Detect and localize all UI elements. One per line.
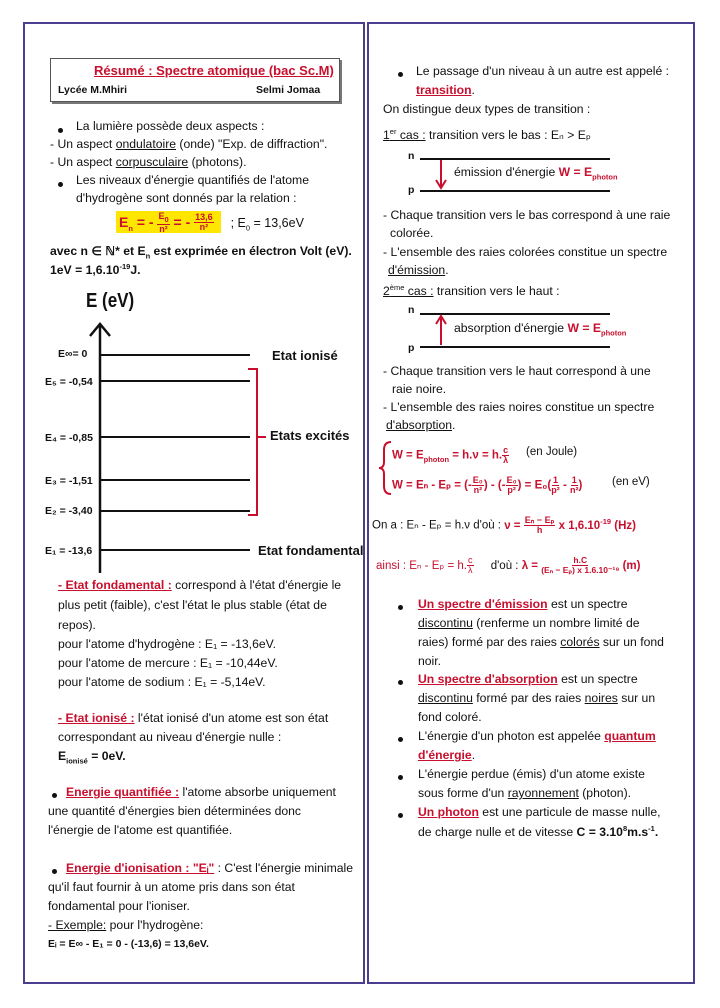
up-note-4: d'absorption. [386,418,456,432]
level-label-5: E₅ = -0,54 [45,376,93,388]
bullet [58,128,63,133]
example-line: - Exemple: pour l'hydrogène: [48,918,204,932]
level-n-line-2 [420,313,610,315]
bullet [398,72,403,77]
ionized-def-2: correspondant au niveau d'énergie nulle : [58,730,282,744]
emission-spectrum-def-2: discontinu (renferme un nombre limité de [418,616,640,630]
level-p-line-2 [420,346,610,348]
levels-line-2: d'hydrogène sont donnés par la relation : [76,191,297,205]
w-ev-unit: (en eV) [612,476,650,488]
level-n-label: n [408,150,415,162]
absorption-spectrum-def: Un spectre d'absorption est un spectre [418,672,638,686]
case1-title: 1er cas : transition vers le bas : Eₙ > Eₚ [383,127,592,143]
excited-bracket-tick [258,436,266,438]
down-note-4: d'émission. [388,263,449,277]
excited-bracket [248,368,258,516]
quantum-def: L'énergie d'un photon est appelée quantum [418,729,656,743]
quantized-def-3: l'énergie de l'atome est quantifiée. [48,823,233,837]
transition-word: transition. [416,83,475,97]
mercury-ground: pour l'atome de mercure : E₁ = -10,44eV. [58,656,278,670]
frequency-formula: On a : Eₙ - Eₚ = h.ν d'où : ν = $\frac{\text{Eₙ − Eₚ}}{h}$ x $1,6.10^{-19}$ (Hz) [372,515,636,535]
transition-intro: Le passage d'un niveau à un autre est appelé : [416,64,670,78]
bullet [398,680,403,685]
level-line-inf [100,354,250,356]
axis-label: E (eV) [86,290,135,312]
level-label-4: E₄ = -0,85 [45,432,93,444]
up-note-3: - L'ensemble des raies noires constitue un spectre [383,400,655,414]
w-joule-unit: (en Joule) [526,446,578,458]
bullet [52,793,57,798]
avec-line: avec n ∈ ℕ* et $E_n$ est exprimée en électron Volt (eV). [50,244,352,261]
emission-spectrum-def: Un spectre d'émission est un spectre [418,597,628,611]
emission-spectrum-def-4: noir. [418,654,442,668]
absorption-spectrum-def-3: fond coloré. [418,710,482,724]
ground-state-def-3: repos). [58,618,96,632]
absorption-arrow [434,314,448,346]
ionization-def-3: fondamental pour l'ioniser. [48,899,190,913]
down-note-2: colorée. [390,226,434,240]
wavelength-formula: ainsi : Eₙ - Eₚ = h. $\frac{c}{\lambda}$ d'où : λ = $\frac{h.C}{\text{(Eₙ − Eₚ) x 1.6.10⁻¹⁹}}$ (m) [376,555,641,575]
ground-state-def: - Etat fondamental : correspond à l'état d'énergie le [58,578,342,592]
level-label-2: E₂ = -3,40 [45,505,93,517]
state-ionized: Etat ionisé [272,348,338,363]
level-label-inf: E∞= 0 [58,348,88,360]
level-p-label-2: p [408,342,415,354]
case2-title: 2ème cas : transition vers le haut : [383,283,560,299]
level-n-line [420,158,610,160]
quantized-def: Energie quantifiée : l'atome absorbe uniquement [66,785,336,799]
bullet [52,869,57,874]
level-line-1 [100,549,250,551]
ionization-def-2: qu'il faut fournir à un atome pris dans son état [48,880,295,894]
emission-spectrum-def-3: raies) formé par des raies colorés sur un fond [418,635,664,649]
author-name: Selmi Jomaa [256,84,321,96]
level-label-3: E₃ = -1,51 [45,475,93,487]
level-label-1: E₁ = -13,6 [45,545,93,557]
bullet [398,775,403,780]
state-excited: Etats excités [270,428,350,443]
state-ground: Etat fondamental [258,543,364,558]
w-joule-formula: $W = E_{photon} = h.\nu = h$. $\frac{c}{\lambda}$ [392,445,509,465]
two-types: On distingue deux types de transition : [383,102,591,116]
page-title: Résumé : Spectre atomique (bac Sc.M) [94,63,334,78]
energy-formula: $E_n$ = - $\frac{E_0}{\text{n²}}$ = - $\frac{13,6}{\text{n²}}$ ; $E_0 = 13,6eV$ [116,212,304,234]
hydrogen-ground: pour l'atome d'hydrogène : E₁ = -13,6eV. [58,637,277,651]
w-ev-formula: W = Eₙ - Eₚ = (- $\frac{\text{E₀}}{\text{n²}}$ ) - (- $\frac{\text{E₀}}{\text{p²}}$ ) = E₀( $\frac{1}{\text{p²}}$ - $\frac{1}{\text{n²}}$ ) [392,475,583,495]
photon-def: Un photon est une particule de masse nulle, [418,805,661,819]
aspects-intro: La lumière possède deux aspects : [76,119,265,133]
quantized-def-2: une quantité d'énergies bien déterminées donc [48,804,302,818]
photon-def-2: de charge nulle et de vitesse $C = 3.10^8m.s^{-1}$. [418,824,659,840]
ev-definition: $1eV = 1,6.10^{-19}J$. [50,262,141,278]
up-note-2: raie noire. [392,382,447,396]
level-n-label-2: n [408,304,415,316]
down-note-1: - Chaque transition vers le bas correspond à une raie [383,208,671,222]
absorption-text: absorption d'énergie $W = E_{photon}$ [454,321,627,338]
levels-line-1: Les niveaux d'énergie quantifiés de l'atome [76,173,309,187]
sodium-ground: pour l'atome de sodium : E₁ = -5,14eV. [58,675,266,689]
ionization-def: Energie d'ionisation : "Eᵢ" : C'est l'énergie minimale [66,861,354,875]
emission-arrow [434,160,448,190]
emission-text: émission d'énergie $W = E_{photon}$ [454,165,618,182]
ionized-def: - Etat ionisé : l'état ionisé d'un atome est son état [58,711,329,725]
aspect-wave: - Un aspect ondulatoire (onde) "Exp. de diffraction". [50,137,328,151]
bullet [398,605,403,610]
bullet [398,737,403,742]
level-p-line [420,190,610,192]
ground-state-def-2: plus petit (faible), c'est l'état le plus stable (état de [58,598,327,612]
level-line-5 [100,380,250,382]
level-line-2 [100,510,250,512]
level-p-label: p [408,184,415,196]
absorption-spectrum-def-2: discontinu formé par des raies noires sur un [418,691,656,705]
bullet [398,813,403,818]
level-line-4 [100,436,250,438]
level-line-3 [100,479,250,481]
up-note-1: - Chaque transition vers le haut correspond à une [383,364,651,378]
down-note-3: - L'ensemble des raies colorées constitue un spectre [383,245,668,259]
school-name: Lycée M.Mhiri [58,84,128,96]
example-calc: Eᵢ = E∞ - E₁ = 0 - (-13,6) = 13,6eV. [48,938,209,950]
aspect-particle: - Un aspect corpusculaire (photons). [50,155,247,169]
radiation-def: L'énergie perdue (émis) d'un atome existe [418,767,645,781]
bullet [58,182,63,187]
quantum-def-2: d'énergie. [418,748,476,762]
energy-axis [86,318,116,578]
radiation-def-2: sous forme d'un rayonnement (photon). [418,786,632,800]
ionized-energy: $E_{ionisé} = 0eV$. [58,749,126,766]
